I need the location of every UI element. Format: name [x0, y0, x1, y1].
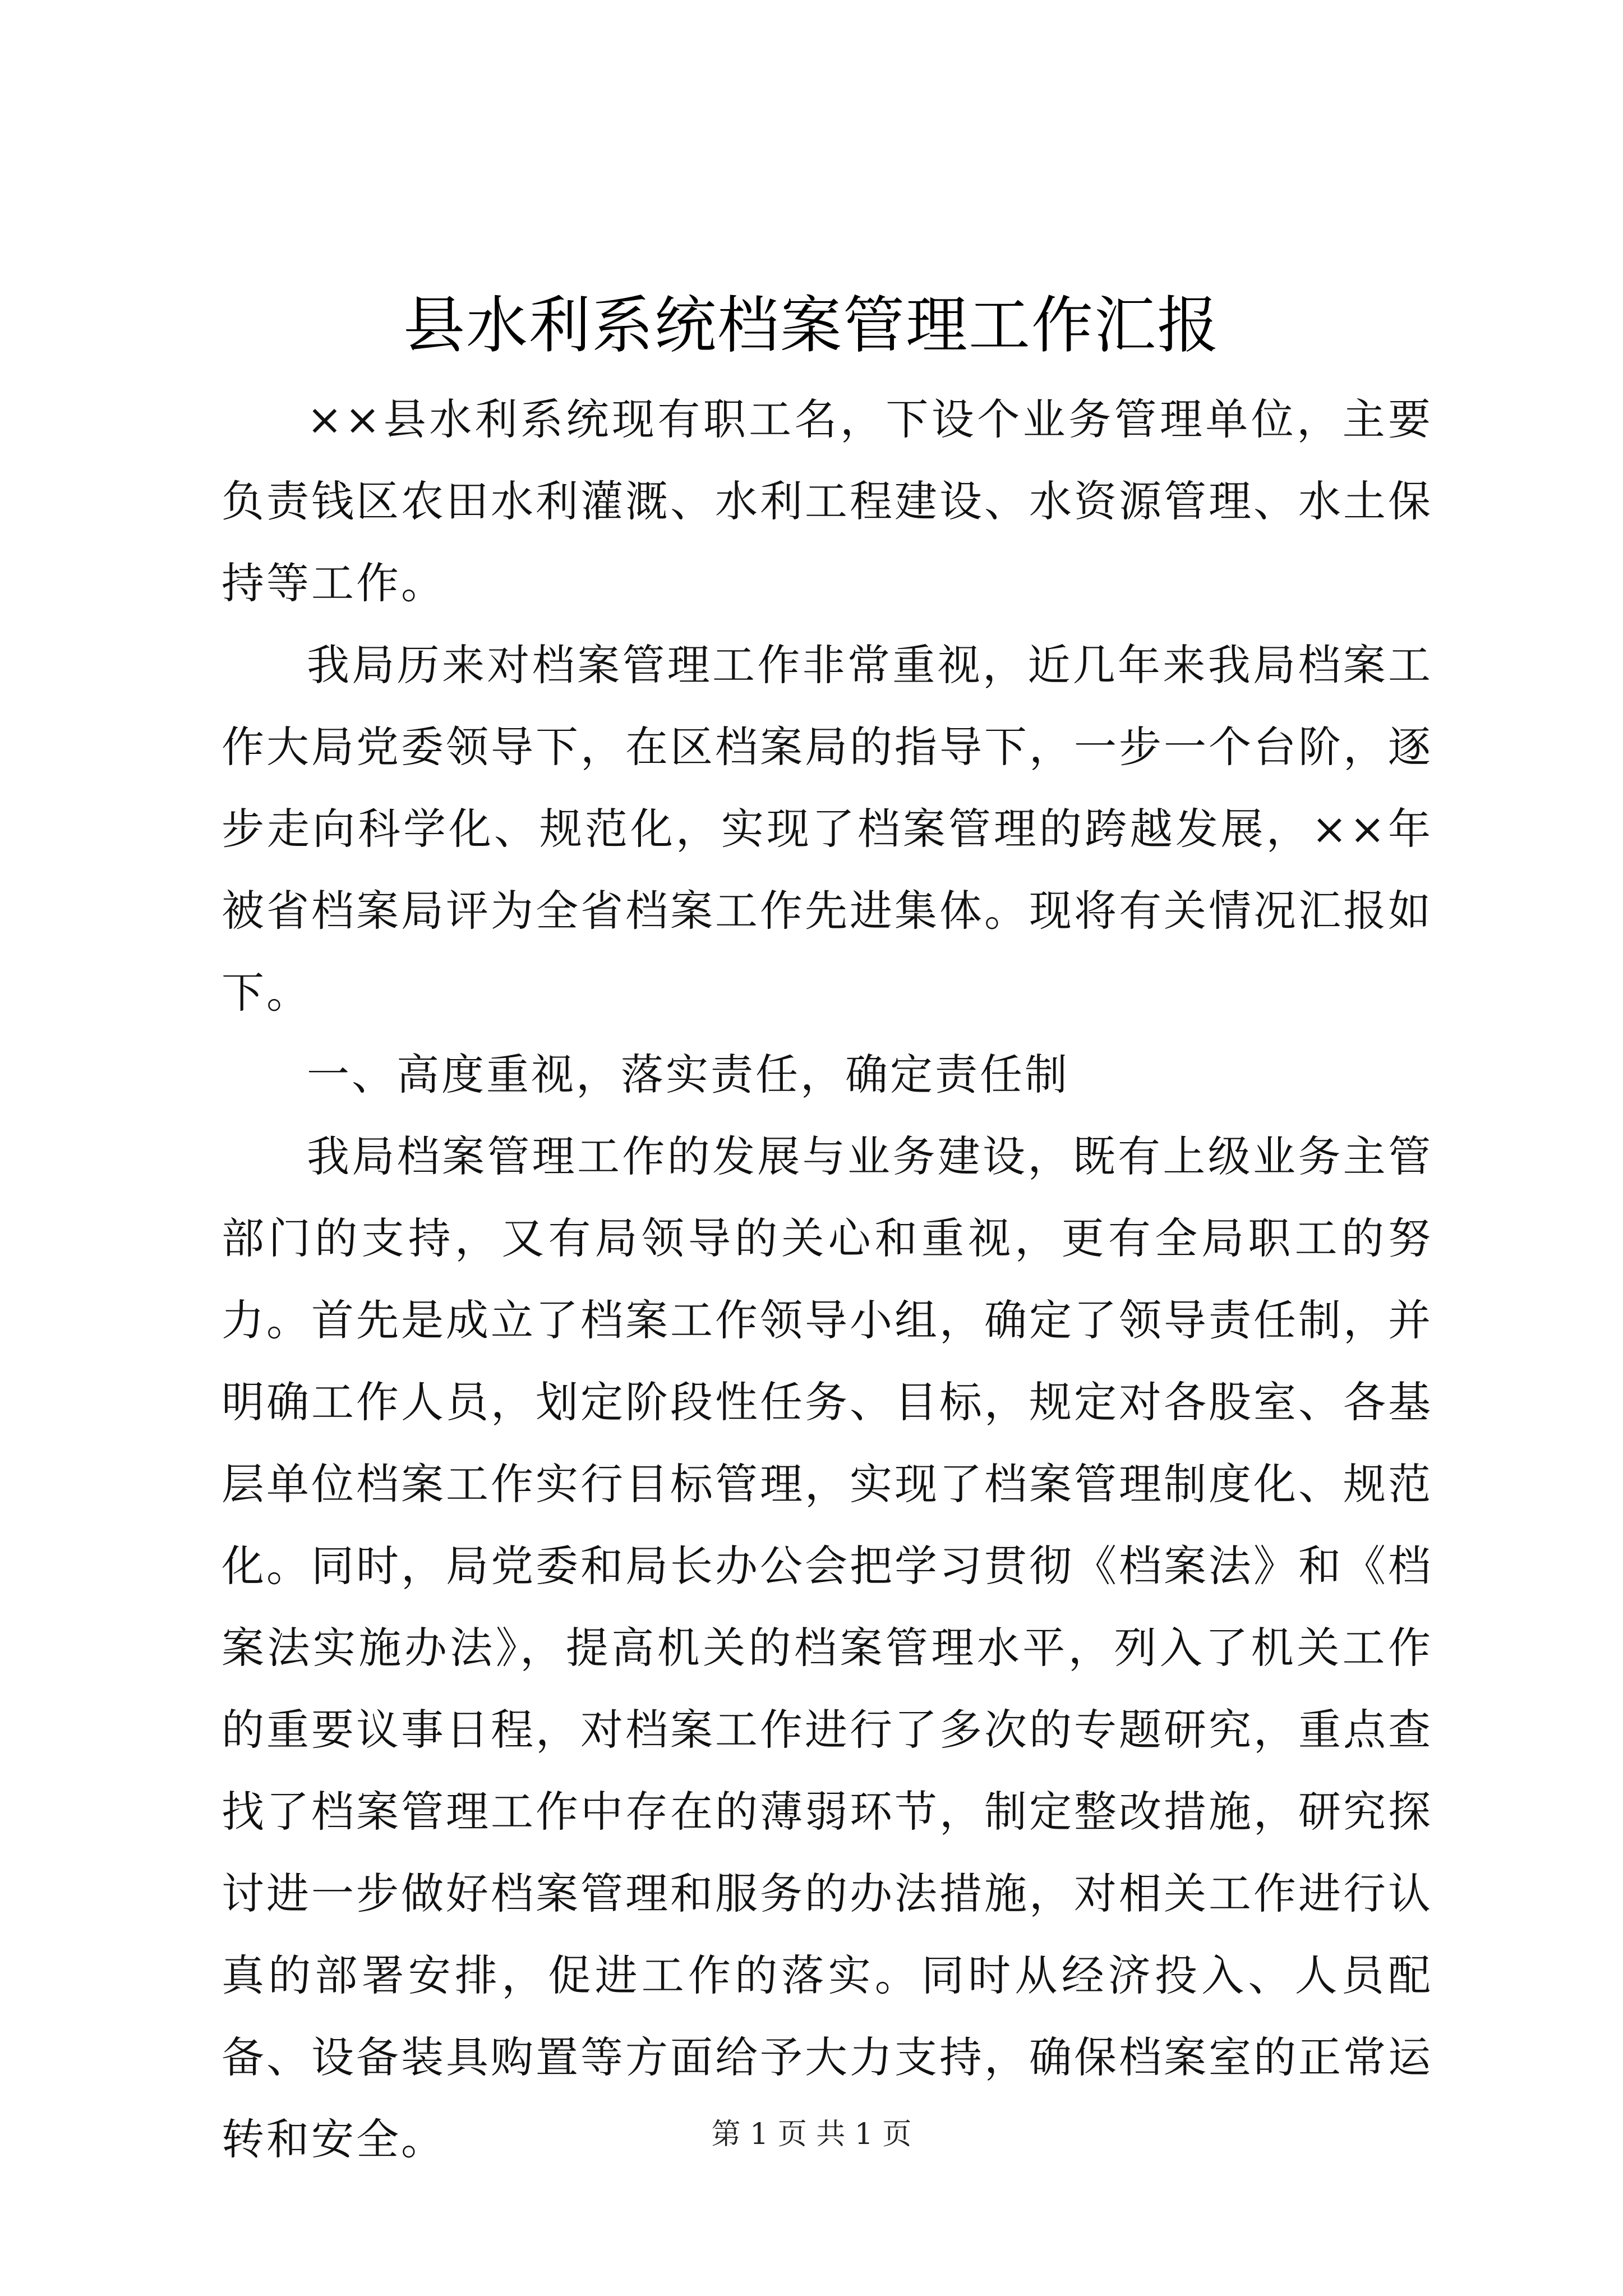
paragraph-overview: 我局历来对档案管理工作非常重视，近几年来我局档案工作大局党委领导下，在区档案局的指导下，一步一个台阶，逐步走向科学化、规范化，实现了档案管理的跨越发展，××年被省档案局评为全省档案工作先进集体。现将有关情况汇报如下。	[222, 640, 1433, 1018]
paragraph-intro: ××县水利系统现有职工名，下设个业务管理单位，主要负责钱区农田水利灌溉、水利工程建设、水资源管理、水土保持等工作。	[222, 394, 1433, 608]
page-footer: 第 1 页 共 1 页	[711, 2118, 912, 2151]
document-title: 县水利系统档案管理工作汇报	[403, 289, 1220, 361]
paragraph-section-1: 我局档案管理工作的发展与业务建设，既有上级业务主管部门的支持，又有局领导的关心和重视，更有全局职工的努力。首先是成立了档案工作领导小组，确定了领导责任制，并明确工作人员，划定阶段性任务、目标，规定对各股室、各基层单位档案工作实行目标管理，实现了档案管理制度化、规范化。同时，局党委和局长办公会把学习贯彻《档案法》和《档案法实施办法》，提高机关的档案管理水平，列入了机关工作的重要议事日程，对档案工作进行了多次的专题研究，重点查找了档案管理工作中存在的薄弱环节，制定整改措施，研究探讨进一步做好档案管理和服务的办法措施，对相关工作进行认真的部署安排，促进工作的落实。同时从经济投入、人员配备、设备装具购置等方面给予大力支持，确保档案室的正常运转和安全。	[222, 1131, 1433, 2164]
section-heading-1: 一、高度重视，落实责任，确定责任制	[307, 1050, 1069, 1099]
document-body	[222, 379, 1433, 2180]
